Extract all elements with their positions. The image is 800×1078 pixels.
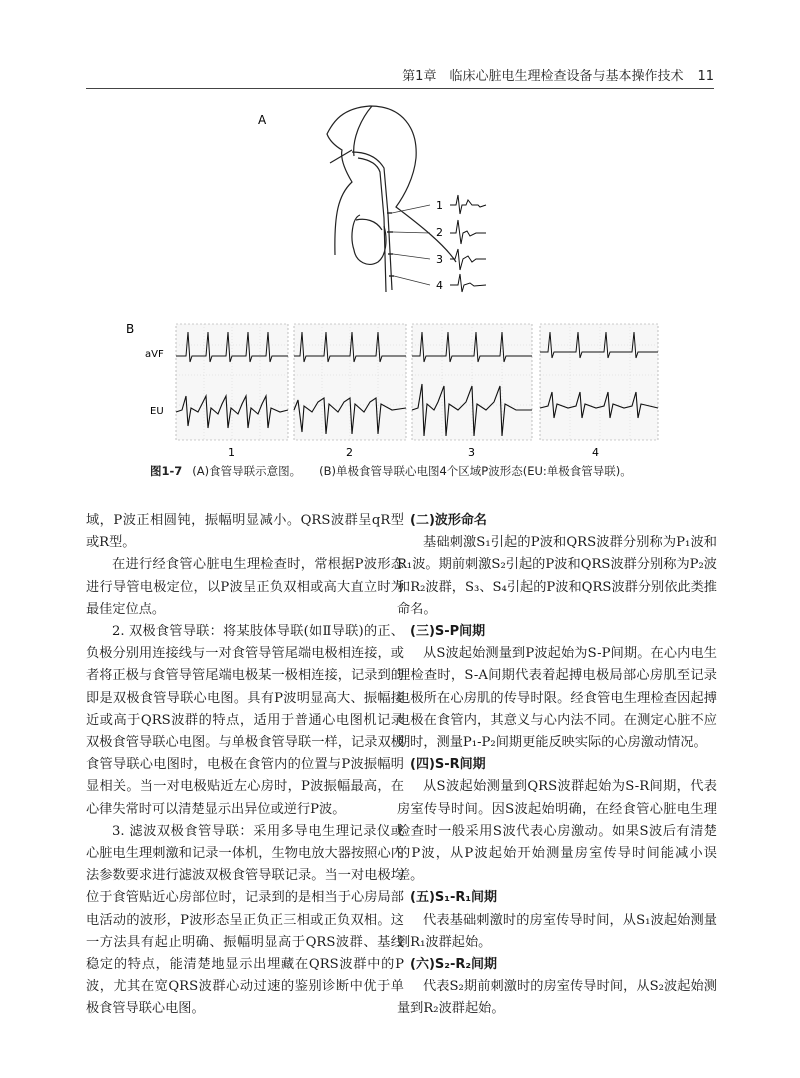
ecg-strip-3 bbox=[412, 324, 532, 440]
electrode-label-3: 3 bbox=[436, 253, 443, 266]
electrode-label-2: 2 bbox=[436, 226, 443, 239]
electrode-label-4: 4 bbox=[436, 279, 443, 292]
zone-label-1: 1 bbox=[228, 446, 235, 459]
zone-label-3: 3 bbox=[468, 446, 475, 459]
section-heading-s1-r1-interval: (五)S₁-R₁间期 bbox=[410, 890, 498, 906]
page-number: 11 bbox=[697, 69, 714, 84]
electrode-waveforms bbox=[450, 195, 486, 292]
caption-part-a: (A)食管导联示意图。 bbox=[192, 464, 302, 478]
electrode-label-1: 1 bbox=[436, 199, 443, 212]
section-heading-s2-r2-interval: (六)S₂-R₂间期 bbox=[410, 957, 498, 973]
right-column bbox=[397, 510, 717, 1021]
paragraph-s2-r2-interval: 代表S₂期前刺激时的房室传导时间，从S₂波起始测量到R₂波群起始。 bbox=[397, 979, 717, 1017]
paragraph-bipolar-lead: 2. 双极食管导联：将某肢体导联(如Ⅱ导联)的正、负极分别用连接线与一对食管导管尾端电极相连接，或者将正极与食管导管尾端电极某一极相连接，记录到的即是双极食管导联心电图。具有P波明显高大、振幅接近或高于QRS波群的特点，适用于普通心电图机记录双极食管导联心电图。与单极食管导联一样，记录双极食管导联心电图时，电极在食管内的位置与P波振幅明显相关。当一对电极贴近左心房时，P波振幅最高，在心律失常时可以清楚显示出异位或逆行P波。 bbox=[86, 624, 404, 817]
panel-a-label: A bbox=[258, 113, 267, 127]
caption-part-b: (B)单极食管导联心电图4个区域P波形态(EU:单极食管导联)。 bbox=[319, 464, 632, 478]
panel-b-label: B bbox=[126, 322, 135, 336]
paragraph-s-p-interval: 从S波起始测量到P波起始为S-P间期。在心内电生理检查时，S-A间期代表着起搏电极局部心房肌至记录电极所在心房肌的传导时限。经食管电生理检查因起搏电极在食管内，其意义与心内法不同。在测定心脏不应期时，测量P₁-P₂间期更能反映实际的心房激动情况。 bbox=[397, 646, 717, 751]
section-heading-s-r-interval: (四)S-R间期 bbox=[410, 757, 486, 773]
section-heading-waveform-naming: (二)波形命名 bbox=[410, 513, 487, 528]
waveform-2 bbox=[450, 220, 486, 244]
left-column bbox=[86, 510, 404, 1021]
ecg-strip-1 bbox=[176, 324, 288, 440]
zone-label-2: 2 bbox=[346, 446, 353, 459]
waveform-3 bbox=[450, 249, 486, 270]
chapter-title: 第1章 临床心脏电生理检查设备与基本操作技术 bbox=[402, 69, 684, 84]
paragraph-waveform-naming: 基础刺激S₁引起的P波和QRS波群分别称为P₁波和R₁波。期前刺激S₂引起的P波和QRS波群分别称为P₂波和R₂波群，S₃、S₄引起的P波和QRS波群分别依此类推命名。 bbox=[397, 535, 717, 617]
lead-label-eu: EU bbox=[150, 406, 164, 417]
waveform-4 bbox=[450, 274, 486, 292]
electrode-leader-lines bbox=[392, 205, 430, 285]
paragraph-continuation: 域，P波正相圆钝，振幅明显减小。QRS波群呈qR型或R型。 bbox=[86, 513, 404, 551]
ecg-strip-2 bbox=[294, 324, 406, 440]
section-heading-s-p-interval: (三)S-P间期 bbox=[410, 624, 486, 640]
ecg-strip-4 bbox=[540, 324, 658, 440]
zone-labels bbox=[228, 446, 599, 459]
paragraph-positioning: 在进行经食管心脏电生理检查时，常根据P波形态进行导管电极定位，以P波呈正负双相或高大直立时为最佳定位点。 bbox=[86, 557, 404, 617]
paragraph-s-r-interval: 从S波起始测量到QRS波群起始为S-R间期，代表房室传导时间。因S波起始明确，在经食管心脏电生理检查时一般采用S波代表心房激动。如果S波后有清楚的P波，从P波起始开始测量房室传导时间能减小误差。 bbox=[397, 779, 717, 884]
zone-label-4: 4 bbox=[592, 446, 599, 459]
caption-number: 图1-7 bbox=[150, 464, 183, 478]
figure-1-7 bbox=[0, 0, 800, 480]
lead-label-avf: aVF bbox=[145, 349, 164, 360]
paragraph-filtered-bipolar-lead: 3. 滤波双极食管导联：采用多导电生理记录仪或心脏电生理刺激和记录一体机，生物电放大器按照心内法参数要求进行滤波双极食管导联记录。当一对电极均位于食管贴近心房部位时，记录到的是相当于心房局部电活动的波形，P波形态呈正负正三相或正负双相。这一方法具有起止明确、振幅明显高于QRS波群、基线稳定的特点，能清楚地显示出埋藏在QRS波群中的P波，尤其在宽QRS波群心动过速的鉴别诊断中优于单极食管导联心电图。 bbox=[86, 823, 404, 1017]
paragraph-s1-r1-interval: 代表基础刺激时的房室传导时间，从S₁波起始测量到R₁波群起始。 bbox=[397, 912, 717, 950]
waveform-1 bbox=[450, 195, 486, 214]
figure-caption bbox=[150, 463, 750, 479]
